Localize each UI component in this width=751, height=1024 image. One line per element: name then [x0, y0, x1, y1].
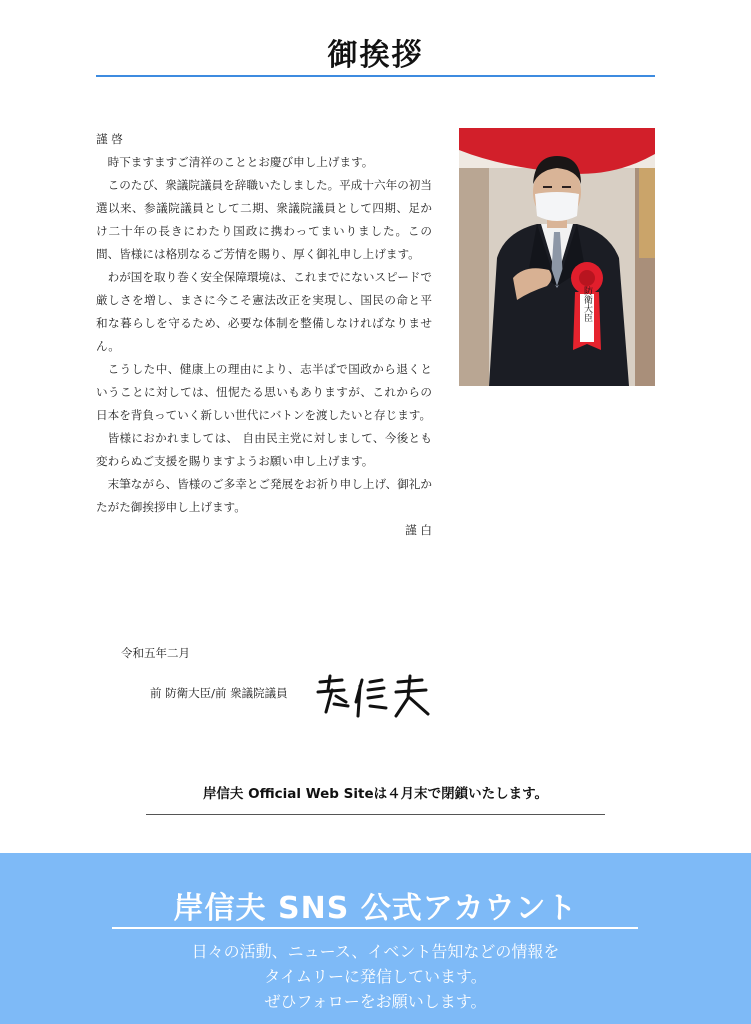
sns-description-line: ぜひフォローをお願いします。 [264, 992, 487, 1011]
sns-title: 岸信夫 SNS 公式アカウント [173, 891, 578, 926]
greeting-letter [96, 128, 432, 542]
letter-paragraph: 時下ますますご清祥のこととお慶び申し上げます。 [107, 155, 374, 169]
sns-divider [112, 927, 638, 929]
sns-description-line: タイムリーに発信しています。 [264, 967, 487, 986]
letter-paragraph: わが国を取り巻く安全保障環境は、これまでにないスピードで厳しさを増し、まさに今こそ憲法改正を実現し、国民の命と平和な暮らしを守るため、必要な体制を整備しなければなりません。 [96, 270, 432, 353]
signatory-title: 前 防衛大臣/前 衆議院議員 [150, 686, 288, 700]
notice-divider [146, 814, 605, 815]
handwritten-signature [312, 672, 432, 720]
portrait-photo [459, 128, 655, 386]
sns-description [0, 939, 751, 1014]
letter-date: 令和五年二月 [121, 646, 190, 660]
sash-label: 防衛大臣 [582, 286, 592, 322]
sns-banner [0, 853, 751, 1024]
letter-closing: 謹 白 [405, 523, 432, 537]
site-closure-notice: 岸信夫 Official Web Siteは４月末で閉鎖いたします。 [202, 786, 549, 802]
title-divider [96, 75, 655, 77]
letter-paragraph: 末筆ながら、皆様のご多幸とご発展をお祈り申し上げ、御礼かたがた御挨拶申し上げます。 [96, 477, 432, 514]
page-title: 御挨拶 [327, 38, 424, 73]
letter-paragraph: このたび、衆議院議員を辞職いたしました。平成十六年の初当選以来、参議院議員として二期、衆議院議員として四期、足かけ二十年の長きにわたり国政に携わってまいりました。この間、皆様には格別なるご芳情を賜り、厚く御礼申し上げます。 [96, 178, 432, 261]
letter-paragraph: 皆様におかれましては、 自由民主党に対しまして、今後とも変わらぬご支援を賜りますようお願い申し上げます。 [96, 431, 432, 468]
letter-paragraph: こうした中、健康上の理由により、志半ばで国政から退くということに対しては、忸怩たる思いもありますが、これからの日本を背負っていく新しい世代にバトンを渡したいと存じます。 [96, 362, 432, 422]
sns-description-line: 日々の活動、ニュース、イベント告知などの情報を [191, 942, 560, 961]
letter-opening: 謹 啓 [96, 132, 123, 146]
